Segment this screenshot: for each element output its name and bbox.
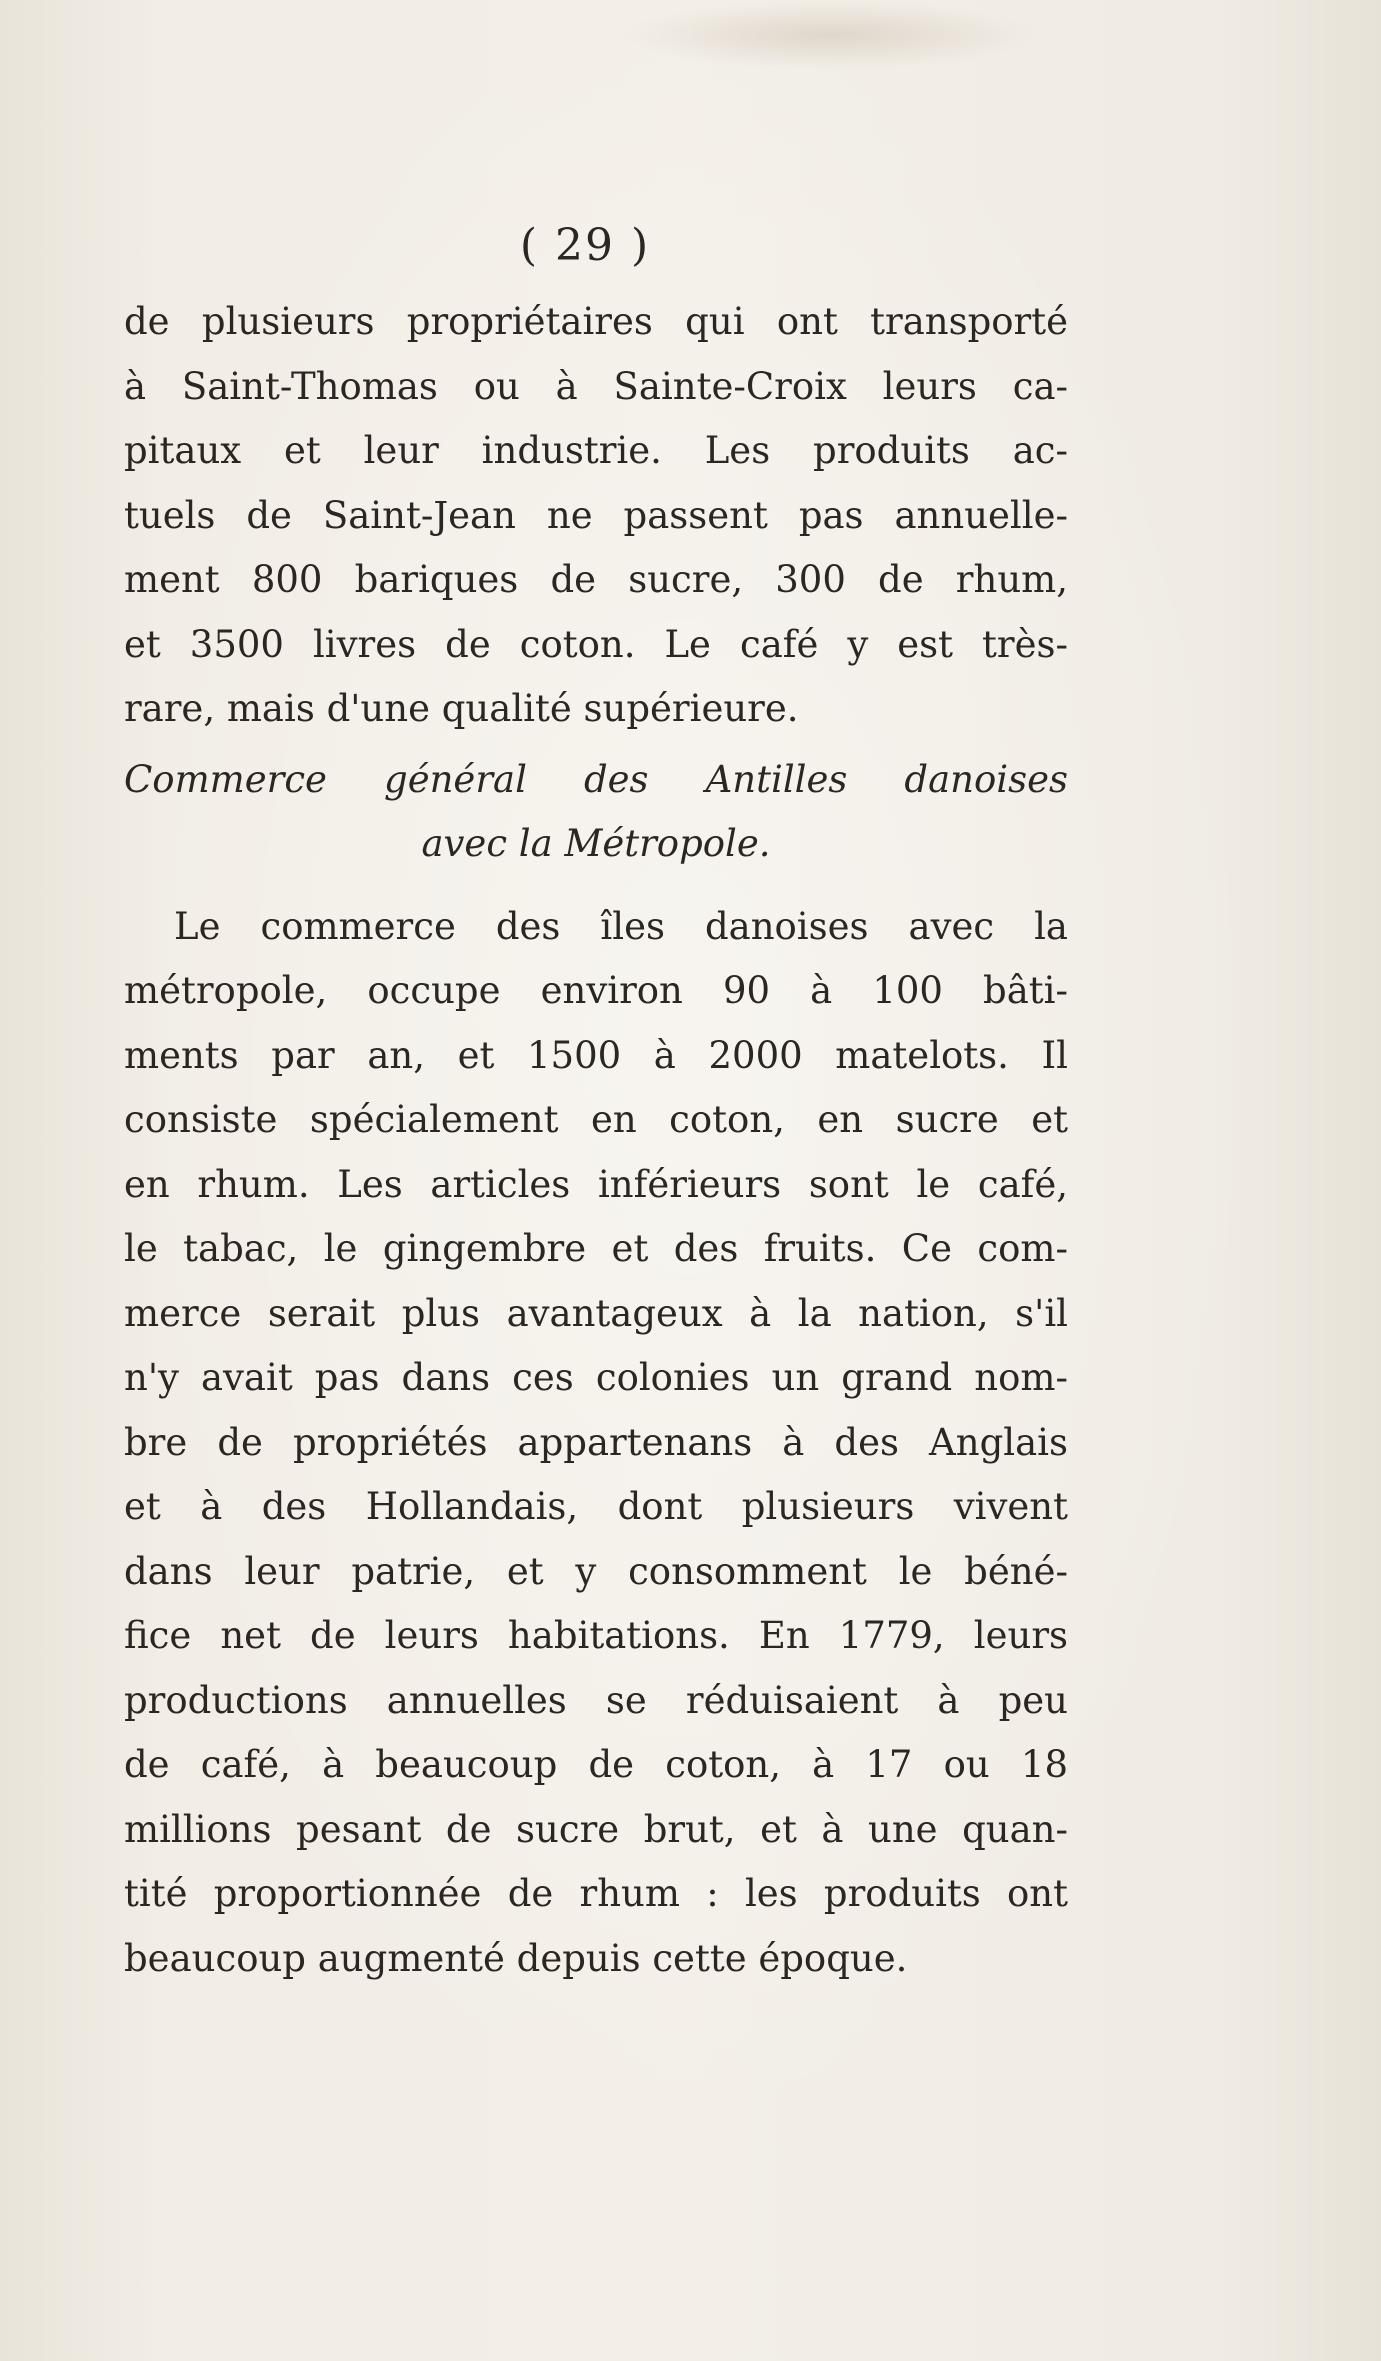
text-line: et à des Hollandais, dont plusieurs vivent xyxy=(124,1485,1068,1528)
heading-line: avec la Métropole. xyxy=(421,822,771,865)
text-line: n'y avait pas dans ces colonies un grand nom- xyxy=(124,1356,1068,1399)
paragraph-2 xyxy=(124,895,1068,1992)
section-heading xyxy=(124,748,1068,877)
text-line: dans leur patrie, et y consomment le béné- xyxy=(124,1549,1068,1593)
text-line: bre de propriétés appartenans à des Anglais xyxy=(124,1420,1068,1464)
paragraph-1 xyxy=(124,290,1068,742)
text-line: de café, à beaucoup de coton, à 17 ou 18 xyxy=(124,1743,1068,1786)
text-line: millions pesant de sucre brut, et à une quan- xyxy=(124,1807,1068,1851)
heading-line: Commerce général des Antilles danoises xyxy=(124,757,1068,801)
text-line: le tabac, le gingembre et des fruits. Ce com- xyxy=(124,1227,1068,1270)
text-line: métropole, occupe environ 90 à 100 bâti- xyxy=(124,969,1068,1012)
text-line: et 3500 livres de coton. Le café y est très- xyxy=(124,622,1068,666)
text-line: beaucoup augmenté depuis cette époque. xyxy=(124,1936,908,1980)
text-line: à Saint-Thomas ou à Sainte-Croix leurs ca- xyxy=(124,364,1068,408)
text-line: fice net de leurs habitations. En 1779, leurs xyxy=(124,1614,1068,1657)
text-line: ment 800 bariques de sucre, 300 de rhum, xyxy=(124,558,1068,601)
text-line: tité proportionnée de rhum : les produits ont xyxy=(124,1872,1068,1915)
page-number: ( 29 ) xyxy=(519,220,651,271)
text-line: merce serait plus avantageux à la nation, s'il xyxy=(124,1291,1068,1335)
paper-stain xyxy=(620,0,1040,70)
text-line: ments par an, et 1500 à 2000 matelots. Il xyxy=(124,1033,1068,1077)
text-line: en rhum. Les articles inférieurs sont le café, xyxy=(124,1162,1068,1206)
text-line: pitaux et leur industrie. Les produits ac- xyxy=(124,429,1068,472)
text-line: rare, mais d'une qualité supérieure. xyxy=(124,687,799,730)
text-line: Le commerce des îles danoises avec la xyxy=(174,904,1068,948)
text-line: consiste spécialement en coton, en sucre et xyxy=(124,1098,1068,1141)
text-block xyxy=(124,290,1068,1991)
text-line: productions annuelles se réduisaient à peu xyxy=(124,1678,1068,1722)
text-line: de plusieurs propriétaires qui ont transporté xyxy=(124,300,1068,343)
text-line: tuels de Saint-Jean ne passent pas annuelle- xyxy=(124,493,1068,537)
